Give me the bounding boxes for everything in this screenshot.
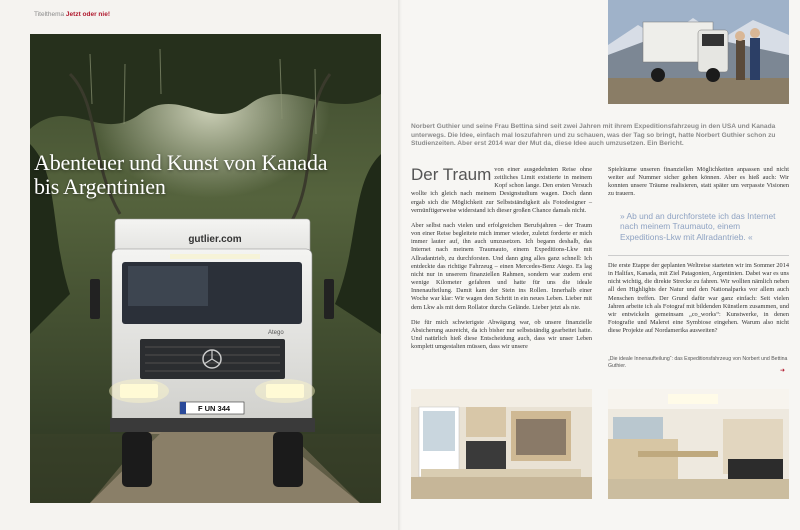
- article-column-2-continued: [608, 262, 789, 342]
- pull-quote: » Ab und an durchforstete ich das Internet nach meinem Traumauto, einem Expeditions-Lkw mit Allradantrieb. «: [620, 211, 776, 242]
- kicker-section: Titelthema: [34, 11, 65, 18]
- article-intro: Norbert Guthier und seine Frau Bettina sind seit zwei Jahren mit ihrem Expeditionsfahrzeug in den USA und Kanada unterwegs. Die Idee, einfach mal loszufahren und zu schauen, was der Tag so bringt, hatte Norbert Guthier schon zu Studienzeiten. Aber erst 2014 war der Mut da, diese Idee auch umzusetzen. Ein Bericht.: [411, 123, 776, 148]
- col1-paragraph-3: Die für mich schwierigste Abwägung war, ob unsere finanzielle Absicherung ausreicht, da ich bisher nur selbstständig gearbeitet hatte. Und natürlich hieß diese Entscheidung auch, dass wir unser Leben komplett umgestalten müssen, dass wir unsere: [411, 318, 592, 351]
- couple-with-truck-photo: [608, 0, 789, 104]
- col2-paragraph-1: Spielräume unseren finanziellen Möglichkeiten anpassen und nicht weiter auf Nummer sicher gehen können. Aber es hieß auch: Wir konnten unsere Träume realisieren, statt später um verpasste Visionen zu trauern.: [608, 166, 789, 198]
- col1-paragraph-1: von einer ausgedehnten Reise ohne zeitliches Limit existierte in meinem Kopf schon lange. Den ersten Versuch wollte ich gleich nach meinem Designstudium wagen. Doch dann ergab sich die Möglichkeit zur Selbstständigkeit als Fotodesigner – vernünftigerweise widerstand ich dieser großen Chance damals nicht.: [411, 166, 592, 214]
- license-plate: F UN 344: [197, 404, 231, 413]
- interior-dining-photo: [608, 389, 789, 499]
- pull-quote-rule: [608, 255, 789, 256]
- hero-photo: [30, 34, 381, 503]
- truck-brand-text: gutlier.com: [188, 234, 242, 245]
- col2-paragraph-2: Die erste Etappe der geplanten Weltreise starteten wir im Sommer 2014 in Halifax, Kanada, mit Ziel Patagonien, Argentinien. Dabei war es uns nicht wichtig, die direkte Strecke zu fahren. Wir wollten nämlich neben all den Highlights der Natur und den Nationalparks vor allem auch Menschen treffen. Der Grund dafür war ganz einfach: Seit vielen Jahren arbeite ich als Fotograf mit bildenden Künstlern zusammen, und wir entwickeln gemeinsam „co_works“: Kunstwerke, in denen Fotografie und Malerei eine Symbiose eingehen. Warum also nicht diese Projekte auf Nordamerika ausweiten?: [608, 262, 789, 335]
- section-kicker: [34, 11, 110, 18]
- photo-caption: „Die ideale Innenaufteilung“: das Expeditionsfahrzeug von Norbert und Bettina Guthier.: [608, 356, 788, 369]
- interior-kitchen-photo: [411, 389, 592, 499]
- col1-paragraph-2: Aber selbst nach vielen und erfolgreichen Berufsjahren – der Traum von einer Reise begleitete mich immer wieder, zuletzt forderte er mich immer lauter auf, ihn auch umzusetzen. Ich begann deshalb, das Internet nach meinem Traumauto, einem Expeditions-Lkw mit Allradantrieb, zu durchforsten. Und dann ging alles ganz schnell: Ich entdeckte das richtige Fahrzeug – einen Mercedes-Benz Atego. Es lag nicht nur in unserem finanziellen Rahmen, sondern war zudem erst wenige Kilometer gefahren und hatte für uns die ideale Innenaufteilung. Damit kam der Stein ins Rollen. Innerhalb einer Woche war klar: Wir wagen den Schritt in ein neues Leben. Lieber mit dem Lkw als mit dem Rollator durchs Gelände. Lieber jetzt als nie.: [411, 221, 592, 311]
- hero-truck-illustration: [30, 34, 381, 503]
- hero-title: Abenteuer und Kunst von Kanada bis Argentinien: [34, 150, 328, 199]
- page-gutter: [398, 0, 402, 530]
- kicker-accent: Jetzt oder nie!: [65, 11, 110, 18]
- dropcap-heading: Der Traum: [411, 165, 492, 184]
- article-column-2: [608, 166, 789, 206]
- article-column-1: [411, 166, 592, 358]
- truck-model-badge: Atego: [268, 330, 284, 336]
- caption-arrow-icon: ➜: [780, 367, 786, 374]
